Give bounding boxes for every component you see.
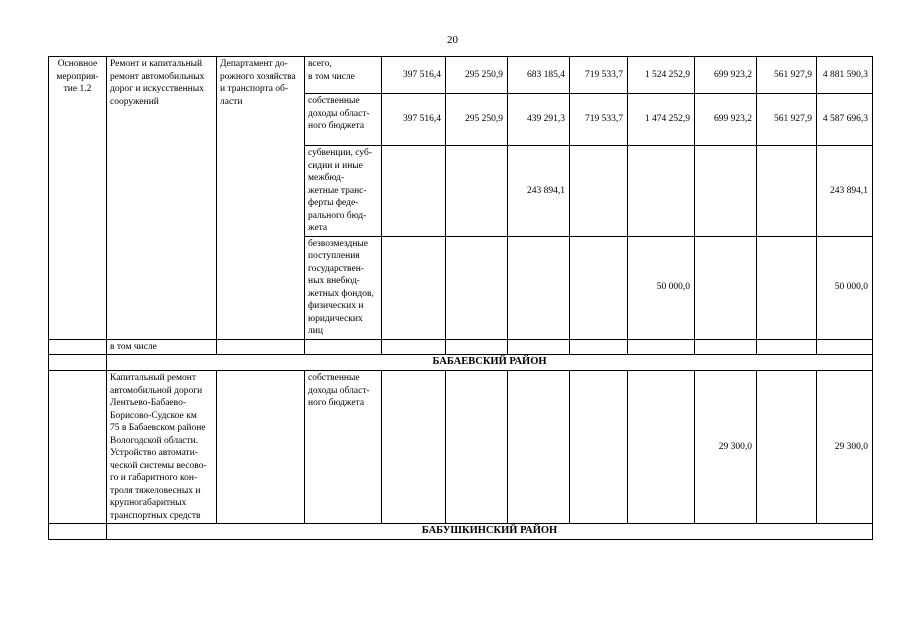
value-cell: 4 587 696,3 [817,94,873,146]
value-cell [382,146,446,237]
value-cell [382,236,446,339]
value-cell: 397 516,4 [382,94,446,146]
value-cell: 243 894,1 [817,146,873,237]
value-cell [757,236,817,339]
value-cell: 295 250,9 [446,57,508,94]
district-heading: БАБУШКИНСКИЙ РАЙОН [107,524,873,540]
table-row [49,355,873,371]
value-cell [570,371,628,524]
value-cell: 683 185,4 [508,57,570,94]
measure-executor: Департамент до- рожного хозяйства и транспорта об- ласти [217,57,305,340]
value-cell: 29 300,0 [817,371,873,524]
value-cell: 397 516,4 [382,57,446,94]
value-cell [628,146,695,237]
value-cell: 561 927,9 [757,57,817,94]
value-cell: 295 250,9 [446,94,508,146]
value-cell: 50 000,0 [628,236,695,339]
including-label: в том числе [107,339,217,355]
value-cell [508,371,570,524]
value-cell [695,146,757,237]
value-cell: 719 533,7 [570,94,628,146]
value-cell: 1 474 252,9 [628,94,695,146]
table-row [49,524,873,540]
funding-source: безвозмездные поступления государствен- ных внебюд- жетных фондов, физических и юридических лиц [305,236,382,339]
table-row [49,371,873,524]
value-cell: 439 291,3 [508,94,570,146]
measure-code: Основное мероприя- тие 1.2 [49,57,107,340]
value-cell [570,236,628,339]
table-row [49,57,873,94]
funding-source: всего, в том числе [305,57,382,94]
value-cell [695,236,757,339]
value-cell: 699 923,2 [695,94,757,146]
value-cell [446,146,508,237]
value-cell [757,146,817,237]
value-cell [446,236,508,339]
project-name: Капитальный ремонт автомобильной дороги Лентьево-Бабаево- Борисово-Судское км 75 в Бабаевском районе Вологодской области. Устройство автомати- ческой системы весово- го и габаритного кон- троля тяжеловесных и крупногабаритных транспортных средств [107,371,217,524]
value-cell: 1 524 252,9 [628,57,695,94]
value-cell: 719 533,7 [570,57,628,94]
funding-source: собственные доходы област- ного бюджета [305,371,382,524]
value-cell [446,371,508,524]
value-cell [570,146,628,237]
value-cell [508,236,570,339]
funding-source: субвенции, суб- сидии и иные межбюд- жетные транс- ферты феде- рального бюд- жета [305,146,382,237]
budget-table [48,56,873,540]
table-row [49,339,873,355]
value-cell: 50 000,0 [817,236,873,339]
value-cell: 561 927,9 [757,94,817,146]
value-cell [382,371,446,524]
value-cell: 243 894,1 [508,146,570,237]
page-number: 20 [447,34,458,46]
measure-name: Ремонт и капитальный ремонт автомобильных дорог и искусственных сооружений [107,57,217,340]
value-cell [628,371,695,524]
funding-source: собственные доходы област- ного бюджета [305,94,382,146]
value-cell: 29 300,0 [695,371,757,524]
value-cell: 4 881 590,3 [817,57,873,94]
value-cell: 699 923,2 [695,57,757,94]
district-heading: БАБАЕВСКИЙ РАЙОН [107,355,873,371]
value-cell [757,371,817,524]
